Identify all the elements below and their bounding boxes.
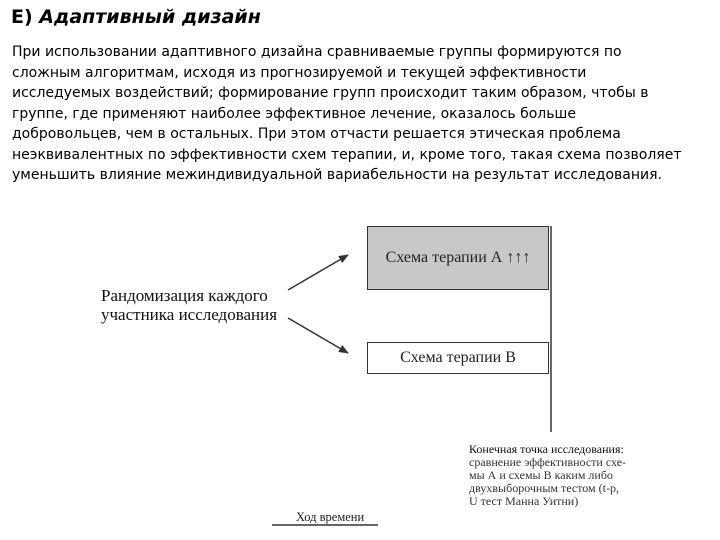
paragraph-line: неэквивалентных по эффективности схем терапии, и, кроме того, такая схема позволяет: [12, 146, 682, 163]
endpoint-line-text: двухвыборочным тестом (t-р,: [469, 481, 619, 495]
paragraph-line: При использовании адаптивного дизайна сравниваемые группы формируются по: [12, 44, 622, 60]
paragraph-line: сложным алгоритмам, исходя из прогнозируемой и текущей эффективности: [12, 64, 587, 81]
endpoint-line-text: сравнение эффективности схе-: [469, 455, 627, 469]
randomization-label: [101, 286, 277, 324]
scheme-b-box: [367, 342, 549, 374]
scheme-a-box: [367, 226, 549, 290]
paragraph-line: группе, где применяют наиболее эффективное лечение, оказалось больше: [12, 105, 576, 122]
title-letter: E): [11, 6, 33, 28]
paragraph-line: добровольцев, чем в остальных. При этом отчасти решается этическая проблема: [12, 126, 621, 142]
time-axis-label: Ход времени: [296, 510, 365, 524]
arrow-to-scheme-a: [288, 255, 348, 290]
arrow-to-scheme-b: [288, 318, 348, 353]
title-text: Адаптивный дизайн: [39, 6, 261, 28]
endpoint-line-text: U тест Манна Уитни): [469, 494, 579, 508]
paragraph-line: исследуемых воздействий; формирование групп происходит таким образом, чтобы в: [12, 85, 649, 101]
endpoint-note: [469, 443, 669, 508]
endpoint-line-text: мы А и схемы В каким либо: [469, 468, 613, 482]
randomization-line: Рандомизация каждого: [101, 286, 268, 305]
randomization-line: участника исследования: [101, 305, 278, 324]
scheme-b-label: Схема терапии В: [400, 349, 516, 366]
scheme-a-label: Схема терапии А ↑↑↑: [385, 249, 531, 266]
paragraph-line: уменьшить влияние межиндивидуальной вариабельности на результат исследования.: [12, 167, 663, 183]
endpoint-line-text: Конечная точка исследования:: [469, 442, 624, 456]
